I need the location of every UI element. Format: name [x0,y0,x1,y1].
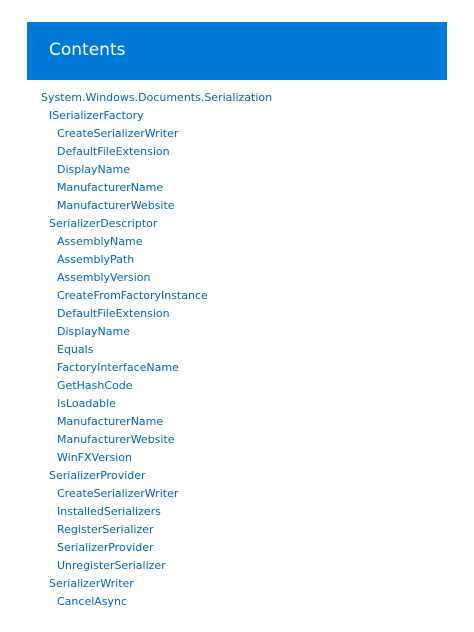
toc-link[interactable]: ManufacturerWebsite [57,433,175,446]
toc-link[interactable]: UnregisterSerializer [57,559,166,572]
toc-item [0,287,272,305]
toc-link[interactable]: CreateFromFactoryInstance [57,289,208,302]
toc-item [0,305,272,323]
page-title: Contents [49,40,126,60]
toc-item [0,413,272,431]
toc-link[interactable]: DefaultFileExtension [57,307,170,320]
toc-link[interactable]: AssemblyVersion [57,271,151,284]
toc-item [0,449,272,467]
toc-link[interactable]: RegisterSerializer [57,523,154,536]
toc-link[interactable]: SerializerWriter [49,577,134,590]
toc-item [0,467,272,485]
toc-item [0,107,272,125]
toc-item [0,89,272,107]
toc-item [0,161,272,179]
toc-item [0,575,272,593]
toc-link[interactable]: InstalledSerializers [57,505,161,518]
table-of-contents [0,89,272,611]
toc-item [0,125,272,143]
toc-link[interactable]: SerializerProvider [49,469,146,482]
toc-link[interactable]: SerializerDescriptor [49,217,158,230]
toc-item [0,593,272,611]
toc-link[interactable]: Equals [57,343,94,356]
toc-item [0,269,272,287]
toc-link[interactable]: WinFXVersion [57,451,132,464]
contents-header [27,22,447,80]
toc-link[interactable]: CreateSerializerWriter [57,487,179,500]
toc-link[interactable]: DisplayName [57,163,130,176]
toc-item [0,485,272,503]
toc-item [0,179,272,197]
toc-link[interactable]: System.Windows.Documents.Serialization [41,91,273,104]
toc-link[interactable]: DefaultFileExtension [57,145,170,158]
toc-link[interactable]: ManufacturerWebsite [57,199,175,212]
toc-item [0,557,272,575]
toc-link[interactable]: GetHashCode [57,379,133,392]
toc-item [0,251,272,269]
toc-item [0,359,272,377]
toc-link[interactable]: IsLoadable [57,397,116,410]
toc-link[interactable]: AssemblyPath [57,253,135,266]
toc-link[interactable]: SerializerProvider [57,541,154,554]
toc-item [0,539,272,557]
toc-item [0,233,272,251]
toc-item [0,395,272,413]
toc-item [0,503,272,521]
toc-link[interactable]: CreateSerializerWriter [57,127,179,140]
toc-link[interactable]: ManufacturerName [57,181,164,194]
toc-item [0,143,272,161]
toc-item [0,215,272,233]
toc-item [0,377,272,395]
toc-link[interactable]: DisplayName [57,325,130,338]
toc-link[interactable]: CancelAsync [57,595,128,608]
toc-item [0,431,272,449]
toc-item [0,341,272,359]
toc-link[interactable]: ISerializerFactory [49,109,144,122]
toc-item [0,197,272,215]
toc-item [0,521,272,539]
toc-link[interactable]: AssemblyName [57,235,143,248]
toc-link[interactable]: ManufacturerName [57,415,164,428]
toc-item [0,323,272,341]
toc-link[interactable]: FactoryInterfaceName [57,361,179,374]
